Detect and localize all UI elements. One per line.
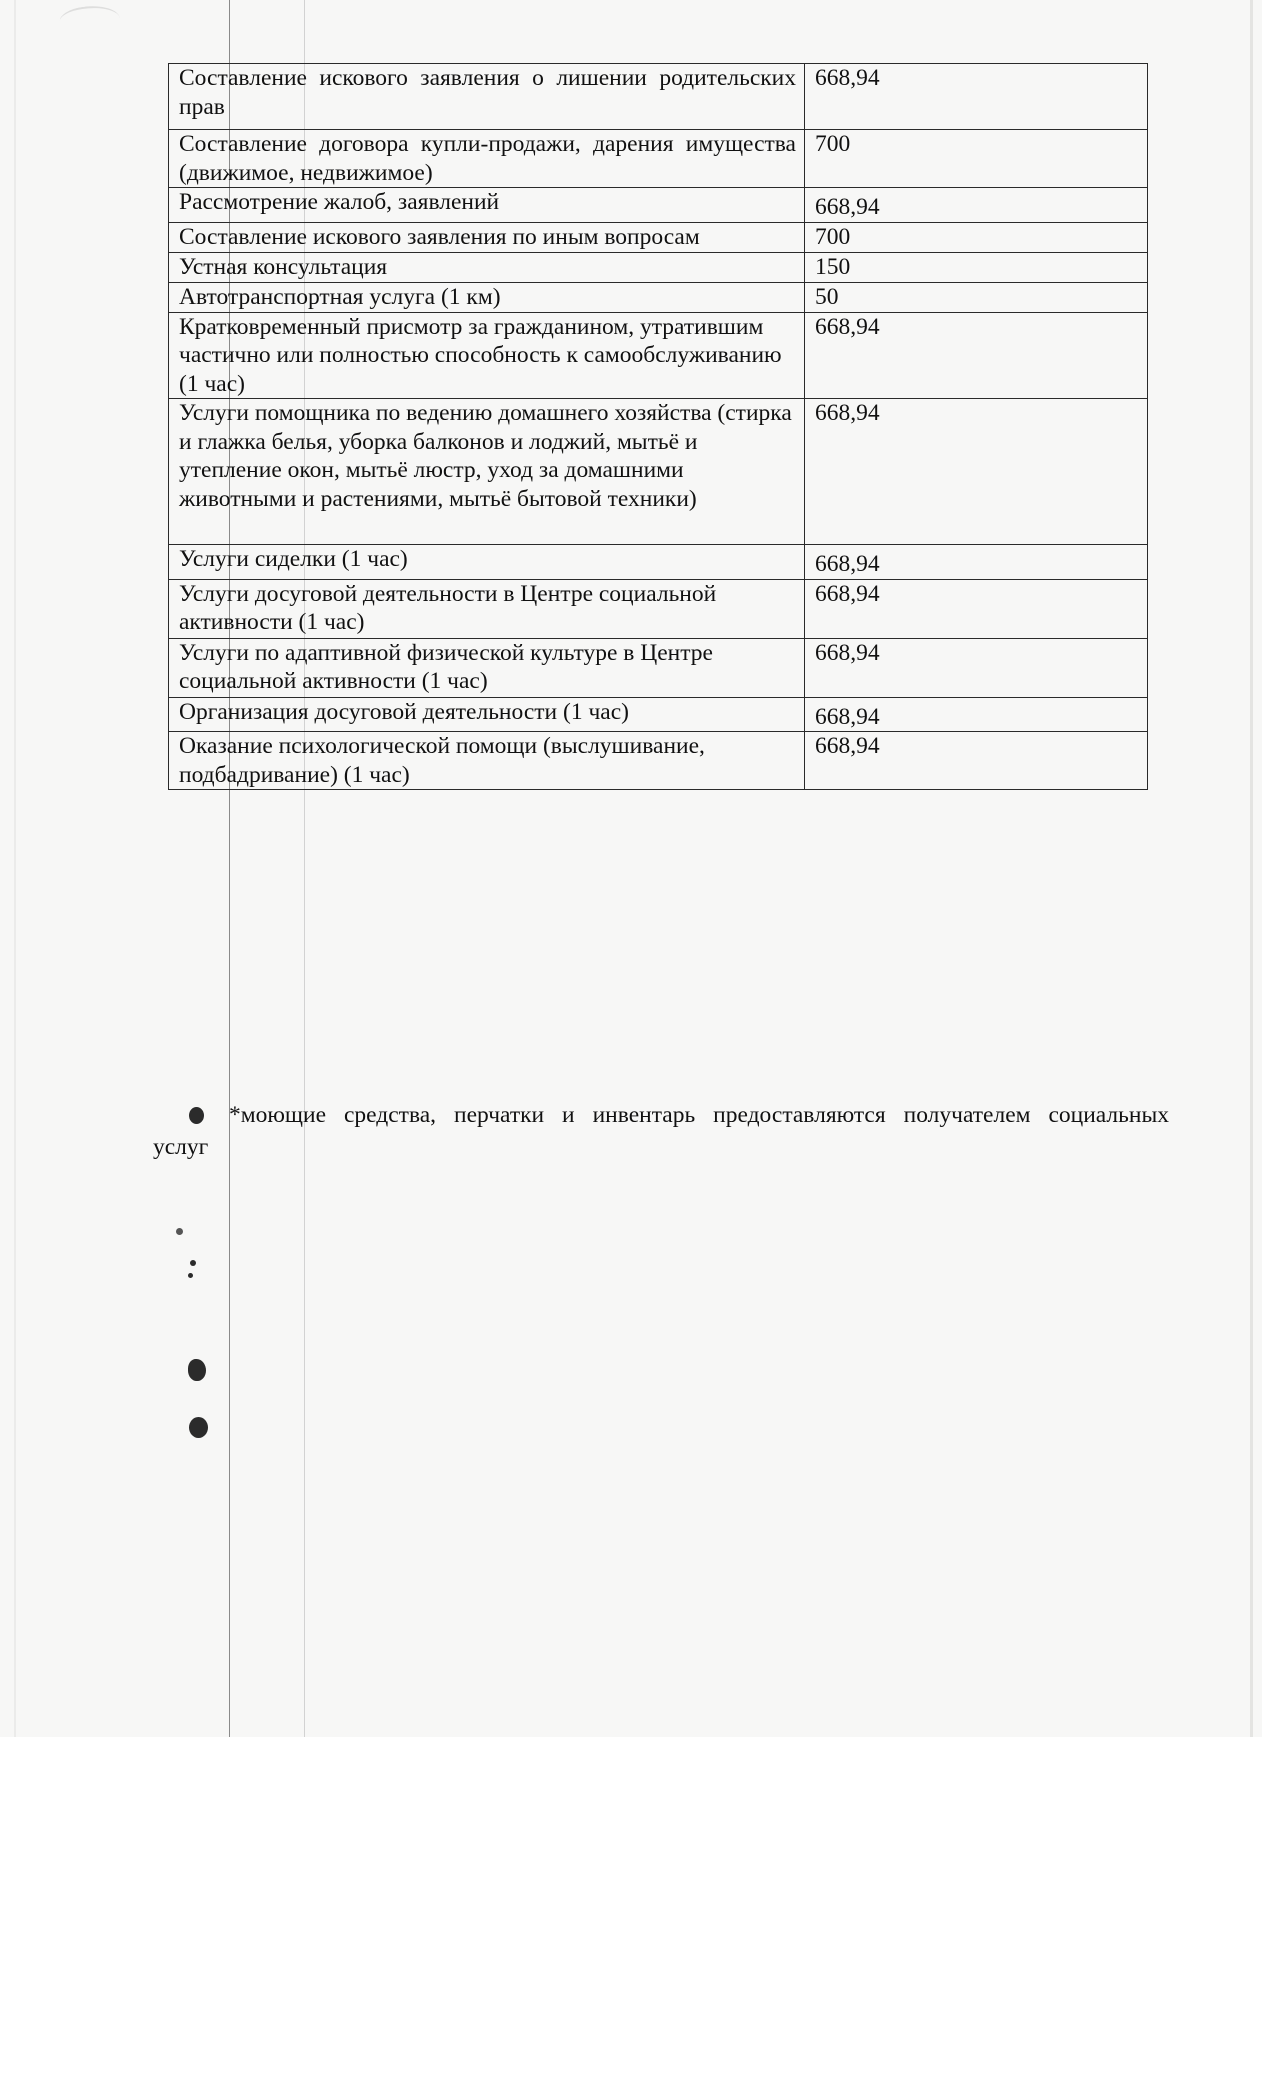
price-cell — [805, 188, 1148, 223]
price-cell: 668,94 — [805, 312, 1148, 399]
table-row — [169, 312, 1148, 399]
service-cell: Услуги сиделки (1 час) — [169, 545, 805, 580]
service-cell: Кратковременный присмотр за гражданином, утратившим частично или полностью способность к самообслуживанию (1 час) — [169, 312, 805, 399]
price-cell: 700 — [805, 222, 1148, 252]
ink-blot — [190, 1260, 196, 1266]
footnote: *моющие средства, перчатки и инвентарь предоставляются получателем социальных — [229, 1102, 1169, 1128]
table-row — [169, 732, 1148, 790]
table-row — [169, 282, 1148, 312]
service-cell: Рассмотрение жалоб, заявлений — [169, 188, 805, 223]
service-cell: Услуги по адаптивной физической культуре в Центре социальной активности (1 час) — [169, 638, 805, 697]
service-cell: Устная консультация — [169, 252, 805, 282]
table-row — [169, 222, 1148, 252]
table-row — [169, 130, 1148, 188]
price-cell: 668,94 — [805, 638, 1148, 697]
table-row — [169, 252, 1148, 282]
footnote-continuation: услуг — [153, 1134, 209, 1160]
service-cell: Составление договора купли-продажи, дарения имущества (движимое, недвижимое) — [169, 130, 805, 188]
price-value: 668,94 — [815, 703, 880, 730]
table-row — [169, 638, 1148, 697]
price-cell: 668,94 — [805, 399, 1148, 545]
price-cell: 50 — [805, 282, 1148, 312]
price-cell: 668,94 — [805, 732, 1148, 790]
table-row — [169, 579, 1148, 638]
price-value: 668,94 — [815, 551, 880, 577]
table-row — [169, 188, 1148, 223]
price-cell — [805, 545, 1148, 580]
table-row — [169, 545, 1148, 580]
ink-blot — [188, 1273, 193, 1278]
price-cell: 150 — [805, 252, 1148, 282]
service-cell: Оказание психологической помощи (выслушивание, подбадривание) (1 час) — [169, 732, 805, 790]
price-cell: 668,94 — [805, 64, 1148, 130]
table-row — [169, 64, 1148, 130]
ink-blot — [188, 1359, 206, 1381]
service-cell: Услуги помощника по ведению домашнего хозяйства (стирка и глажка белья, уборка балконов и лоджий, мытьё и утепление окон, мытьё люстр, уход за домашними животными и растениями, мытьё бытовой техники) — [169, 399, 805, 545]
service-cell: Составление искового заявления о лишении родительских прав — [169, 64, 805, 130]
ink-blot — [189, 1417, 208, 1438]
table-row — [169, 399, 1148, 545]
price-cell: 668,94 — [805, 579, 1148, 638]
scan-edge-right — [1250, 0, 1253, 1737]
price-value: 668,94 — [815, 194, 880, 220]
service-cell: Услуги досуговой деятельности в Центре социальной активности (1 час) — [169, 579, 805, 638]
price-table — [168, 63, 1148, 790]
price-cell: 700 — [805, 130, 1148, 188]
service-cell: Составление искового заявления по иным вопросам — [169, 222, 805, 252]
scan-edge-left — [14, 0, 16, 1737]
ink-blot — [189, 1107, 204, 1124]
ink-blot — [176, 1228, 183, 1235]
price-cell — [805, 697, 1148, 732]
service-cell: Организация досуговой деятельности (1 час) — [169, 697, 805, 732]
table-row — [169, 697, 1148, 732]
service-cell: Автотранспортная услуга (1 км) — [169, 282, 805, 312]
